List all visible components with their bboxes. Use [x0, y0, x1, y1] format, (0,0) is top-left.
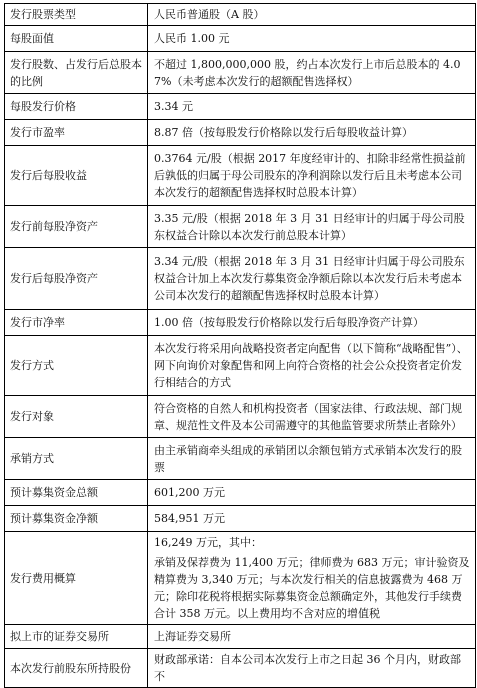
row-label: 每股面值	[5, 26, 148, 52]
table-row	[5, 26, 476, 52]
row-value: 3.35 元/股（根据 2018 年 3 月 31 日经审计的归属于母公司股东权益合计除以本次发行前总股本计算）	[148, 206, 476, 248]
row-value: 人民币普通股（A 股）	[148, 4, 476, 26]
table-row	[5, 52, 476, 94]
table-row	[5, 649, 476, 688]
row-value: 财政部承诺：自本公司本次发行上市之日起 36 个月内，财政部不	[148, 649, 476, 688]
row-value: 上海证券交易所	[148, 625, 476, 649]
row-value: 3.34 元/股（根据 2018 年 3 月 31 日经审计归属于母公司股东权益合计加上本次发行募集资金净额后除以本次发行后未考虑本公司本次发行的超额配售选择权时总股本计算）	[148, 248, 476, 310]
table-row	[5, 336, 476, 396]
row-label: 发行后每股收益	[5, 146, 148, 206]
table-row	[5, 248, 476, 310]
row-label: 承销方式	[5, 438, 148, 480]
row-value: 8.87 倍（按每股发行价格除以发行后每股收益计算）	[148, 120, 476, 146]
table-row	[5, 480, 476, 506]
row-label: 发行市净率	[5, 310, 148, 336]
row-label: 预计募集资金总额	[5, 480, 148, 506]
table-row	[5, 146, 476, 206]
row-label: 本次发行前股东所持股份	[5, 649, 148, 688]
row-value: 0.3764 元/股（根据 2017 年度经审计的、扣除非经常性损益前后孰低的归属于母公司股东的净利润除以发行后且未考虑本公司本次发行的超额配售选择权时总股本计算）	[148, 146, 476, 206]
row-value: 不超过 1,800,000,000 股，约占本次发行上市后总股本的 4.07%（未考虑本次发行的超额配售选择权）	[148, 52, 476, 94]
row-value: 由主承销商牵头组成的承销团以余额包销方式承销本次发行的股票	[148, 438, 476, 480]
row-value: 本次发行将采用向战略投资者定向配售（以下简称“战略配售”）、网下向询价对象配售和网上向符合资格的社会公众投资者定价发行相结合的方式	[148, 336, 476, 396]
row-label: 发行前每股净资产	[5, 206, 148, 248]
fee-detail: 承销及保荐费为 11,400 万元；律师费为 683 万元；审计验资及精算费为 3,340 万元；与本次发行相关的信息披露费为 468 万元；除印花税将根据实际募集资金总额确定外，其他发行手续费合计 358 万元。以上费用均不含对应的增值税	[154, 556, 470, 620]
row-label: 发行方式	[5, 336, 148, 396]
row-value: 584,951 万元	[148, 506, 476, 532]
row-label: 发行股数、占发行后总股本的比例	[5, 52, 148, 94]
table-row	[5, 4, 476, 26]
table-row	[5, 310, 476, 336]
row-value: 3.34 元	[148, 94, 476, 120]
row-label: 预计募集资金净额	[5, 506, 148, 532]
row-label: 拟上市的证券交易所	[5, 625, 148, 649]
row-value: 人民币 1.00 元	[148, 26, 476, 52]
table-row	[5, 532, 476, 625]
table-row	[5, 94, 476, 120]
fee-intro: 16,249 万元，其中：	[154, 536, 262, 549]
table-row	[5, 506, 476, 532]
row-label: 发行对象	[5, 396, 148, 438]
table-row	[5, 206, 476, 248]
row-value: 601,200 万元	[148, 480, 476, 506]
row-label: 发行市盈率	[5, 120, 148, 146]
row-label: 发行后每股净资产	[5, 248, 148, 310]
row-value: 符合资格的自然人和机构投资者（国家法律、行政法规、部门规章、规范性文件及本公司需遵守的其他监管要求所禁止者除外）	[148, 396, 476, 438]
offering-summary-table	[4, 3, 476, 688]
row-label: 发行费用概算	[5, 532, 148, 625]
table-row	[5, 438, 476, 480]
row-value: 1.00 倍（按每股发行价格除以发行后每股净资产计算）	[148, 310, 476, 336]
row-label: 每股发行价格	[5, 94, 148, 120]
row-label: 发行股票类型	[5, 4, 148, 26]
table-row	[5, 396, 476, 438]
table-row	[5, 625, 476, 649]
table-row	[5, 120, 476, 146]
row-value	[148, 532, 476, 625]
